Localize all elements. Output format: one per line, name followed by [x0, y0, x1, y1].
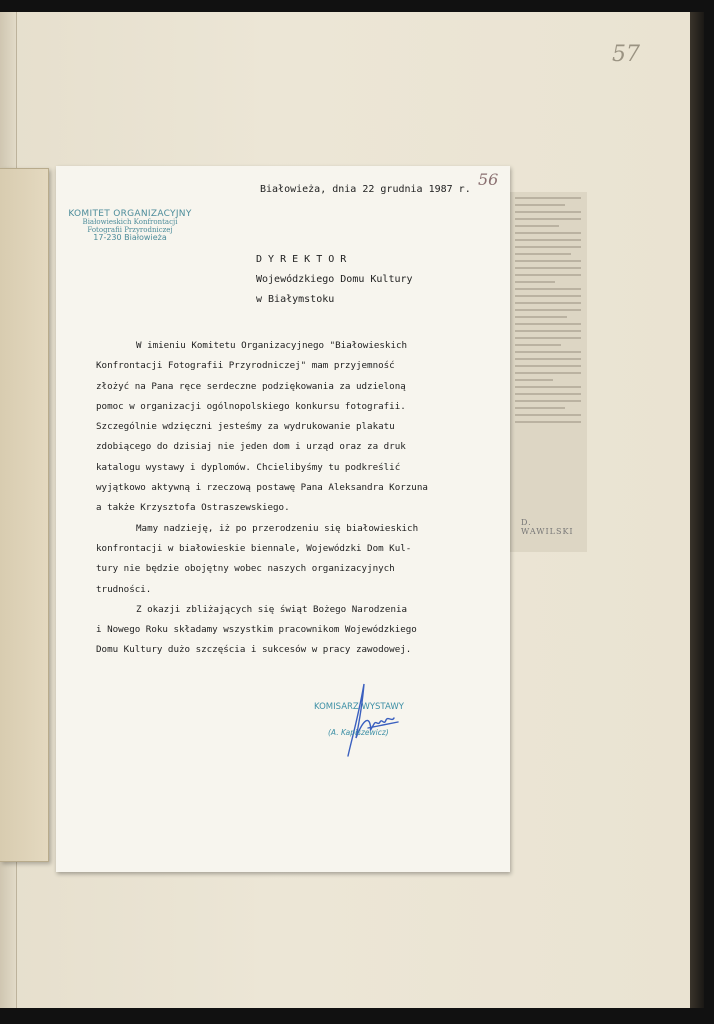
clipping-signature: D. WAWILSKI: [521, 518, 574, 536]
body-line: a także Krzysztofa Ostraszewskiego.: [96, 502, 290, 514]
stamp-city: 17-230 Białowieża: [93, 233, 167, 243]
handwritten-number: 56: [478, 170, 499, 189]
body-line: Domu Kultury dużo szczęścia i sukcesów w pracy zawodowej.: [96, 644, 412, 656]
stamp-title: KOMITET ORGANIZACYJNY: [68, 209, 192, 219]
body-line: pomoc w organizacji ogólnopolskiego konkursu fotografii.: [96, 400, 406, 412]
body-line: Z okazji zbliżających się świąt Bożego Narodzenia: [136, 603, 408, 615]
attached-folder: [0, 168, 49, 862]
body-line: tury nie będzie obojętny wobec naszych organizacyjnych: [96, 563, 395, 575]
body-line: katalogu wystawy i dyplomów. Chcielibyśmy tu podkreślić: [96, 461, 401, 473]
body-line: i Nowego Roku składamy wszystkim pracownikom Wojewódzkiego: [96, 624, 417, 636]
body-line: złożyć na Pana ręce serdeczne podziękowania za udzieloną: [96, 380, 406, 392]
body-line: konfrontacji w białowieskie biennale, Wojewódzki Dom Kul-: [96, 542, 412, 554]
handwritten-signature: [328, 678, 418, 758]
body-line: trudności.: [96, 583, 152, 595]
body-line: Szczególnie wdzięczni jesteśmy za wydrukowanie plakatu: [96, 421, 395, 433]
body-line: zdobiącego do dzisiaj nie jeden dom i urząd oraz za druk: [96, 441, 406, 453]
body-line: wyjątkowo aktywną i rzeczową postawę Pana Aleksandra Korzuna: [96, 482, 428, 494]
page-number: 57: [612, 42, 640, 67]
stamp-line: Białowieskich Konfrontacji: [82, 218, 178, 227]
organizing-committee-stamp: [60, 210, 200, 243]
page-edge: [690, 12, 704, 1008]
newspaper-clipping: [508, 192, 587, 552]
letter-body: [96, 336, 506, 661]
signature-stamp-label: KOMISARZ WYSTAWY: [314, 702, 404, 712]
body-line: W imieniu Komitetu Organizacyjnego "Białowieskich: [136, 340, 408, 351]
body-line: Mamy nadzieję, iż po przerodzeniu się białowieskich: [136, 522, 419, 534]
stamp-line: Fotografii Przyrodniczej: [87, 225, 173, 234]
recipient-title: D Y R E K T O R: [256, 254, 347, 265]
recipient-line: w Białymstoku: [256, 294, 335, 305]
signature-stamp-name: (A. Kapiszewicz): [328, 728, 389, 737]
date-line: Białowieża, dnia 22 grudnia 1987 r.: [260, 184, 471, 195]
recipient-block: [256, 250, 413, 310]
letter-sheet: [56, 166, 510, 872]
recipient-line: Wojewódzkiego Domu Kultury: [256, 274, 413, 285]
body-line: Konfrontacji Fotografii Przyrodniczej" mam przyjemność: [96, 360, 395, 372]
